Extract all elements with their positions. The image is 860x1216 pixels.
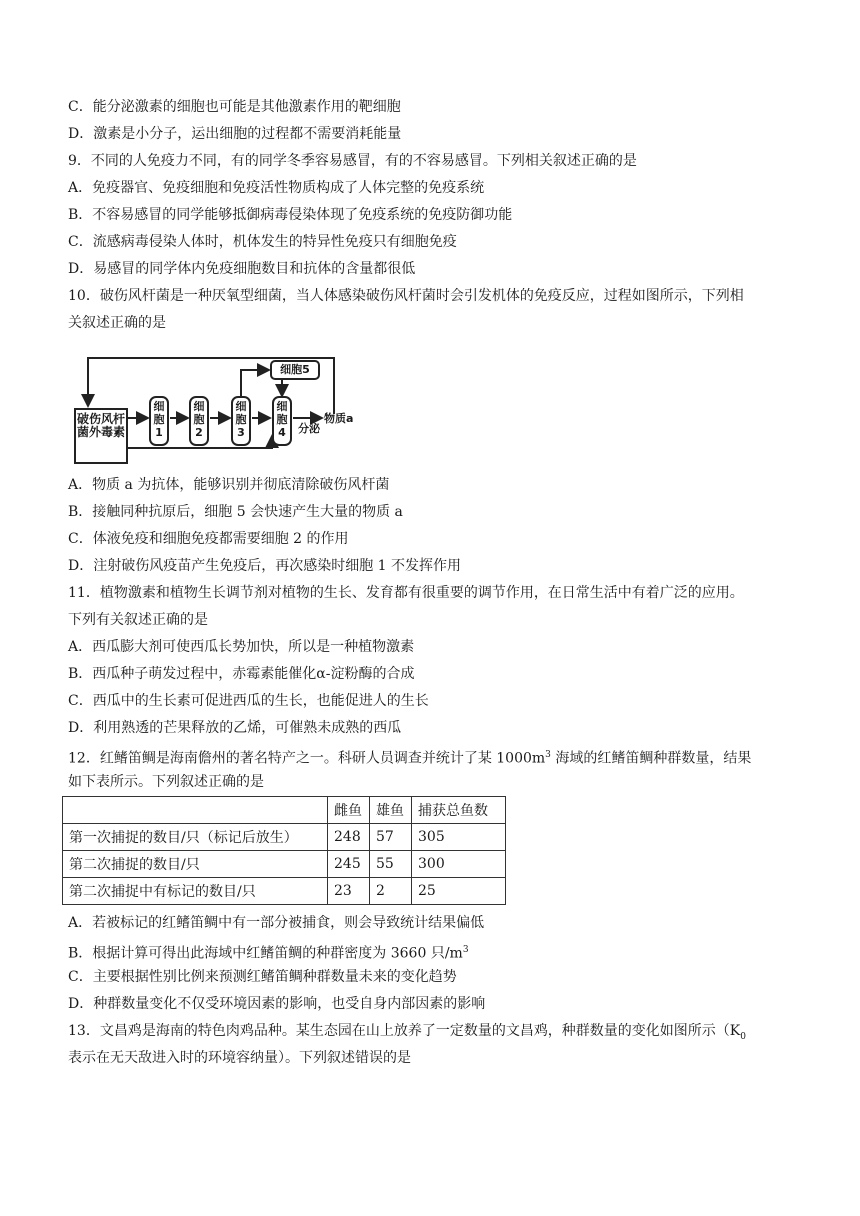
table-cell: 300 — [412, 851, 506, 878]
q10-option-b: B．接触同种抗原后，细胞 5 会快速产生大量的物质 a — [68, 504, 403, 520]
q12-option-a: A．若被标记的红鳍笛鲷中有一部分被捕食，则会导致统计结果偏低 — [68, 915, 485, 931]
immune-response-diagram — [72, 352, 372, 470]
q13-stem-subscript: 0 — [740, 1031, 747, 1042]
q11-option-d: D．利用熟透的芒果释放的乙烯，可催熟未成熟的西瓜 — [68, 720, 402, 736]
cell-5-label: 细胞5 — [280, 363, 310, 376]
table-cell: 第一次捕捉的数目/只（标记后放生） — [63, 824, 328, 851]
q12-stem-text: 12．红鳍笛鲷是海南儋州的著名特产之一。科研人员调查并统计了某 1000m — [68, 750, 546, 767]
q13-stem-line1 — [68, 1021, 746, 1047]
table-cell: 57 — [370, 824, 412, 851]
q10-option-d: D．注射破伤风疫苗产生免疫后，再次感染时细胞 1 不发挥作用 — [68, 558, 462, 574]
q9-option-d: D．易感冒的同学体内免疫细胞数目和抗体的含量都很低 — [68, 261, 416, 277]
table-cell: 23 — [328, 878, 370, 905]
table-cell: 245 — [328, 851, 370, 878]
table-row — [63, 851, 506, 878]
toxin-label: 破伤风杆菌外毒素 — [76, 412, 125, 439]
cell-5-box — [270, 360, 320, 380]
q9-stem: 9．不同的人免疫力不同，有的同学冬季容易感冒，有的不容易感冒。下列相关叙述正确的是 — [68, 153, 637, 169]
table-row — [63, 824, 506, 851]
q11-option-c: C．西瓜中的生长素可促进西瓜的生长，也能促进人的生长 — [68, 693, 429, 709]
q12-stem-line2: 如下表所示。下列叙述正确的是 — [68, 774, 264, 790]
q12-option-b-text: B．根据计算可得出此海域中红鳍笛鲷的种群密度为 3660 只/m — [68, 945, 463, 962]
q8-option-c: C．能分泌激素的细胞也可能是其他激素作用的靶细胞 — [68, 99, 401, 115]
q12-stem-line1 — [68, 745, 751, 769]
cell-1-label: 细胞1 — [153, 400, 165, 439]
q12-option-b-exponent: 3 — [462, 945, 469, 955]
table-cell: 2 — [370, 878, 412, 905]
cell-4-label: 细胞4 — [276, 400, 288, 439]
cell-3-box — [231, 396, 251, 446]
table-row — [63, 878, 506, 905]
cell-2-box — [189, 396, 209, 446]
q13-stem-text: 13．文昌鸡是海南的特色肉鸡品种。某生态园在山上放养了一定数量的文昌鸡，种群数量的变化如图所示（K — [68, 1023, 741, 1039]
cell-3-label: 细胞3 — [235, 400, 247, 439]
q10-option-a: A．物质 a 为抗体，能够识别并彻底清除破伤风杆菌 — [68, 477, 390, 493]
q12-option-c: C．主要根据性别比例来预测红鳍笛鲷种群数量未来的变化趋势 — [68, 969, 457, 985]
table-cell: 第二次捕捉的数目/只 — [63, 851, 328, 878]
cell-2-label: 细胞2 — [193, 400, 205, 439]
table-header-cell: 雌鱼 — [328, 797, 370, 824]
q10-stem-line1: 10．破伤风杆菌是一种厌氧型细菌，当人体感染破伤风杆菌时会引发机体的免疫反应，过程如图所示，下列相 — [68, 288, 744, 304]
secrete-label: 分泌 — [298, 422, 320, 435]
q11-option-b: B．西瓜种子萌发过程中，赤霉素能催化α-淀粉酶的合成 — [68, 666, 415, 682]
q11-option-a: A．西瓜膨大剂可使西瓜长势加快，所以是一种植物激素 — [68, 639, 415, 655]
q10-option-c: C．体液免疫和细胞免疫都需要细胞 2 的作用 — [68, 531, 349, 547]
table-cell: 55 — [370, 851, 412, 878]
table-cell: 第二次捕捉中有标记的数目/只 — [63, 878, 328, 905]
table-header-cell: 捕获总鱼数 — [412, 797, 506, 824]
q8-option-d: D．激素是小分子，运出细胞的过程都不需要消耗能量 — [68, 126, 402, 142]
q12-stem-exponent: 3 — [545, 750, 551, 760]
q12-option-d: D．种群数量变化不仅受环境因素的影响，也受自身内部因素的影响 — [68, 996, 486, 1012]
q9-option-a: A．免疫器官、免疫细胞和免疫活性物质构成了人体完整的免疫系统 — [68, 180, 485, 196]
q9-option-b: B．不容易感冒的同学能够抵御病毒侵染体现了免疫系统的免疫防御功能 — [68, 207, 513, 223]
q12-stem-text-end: 海域的红鳍笛鲷种群数量，结果 — [550, 750, 752, 767]
table-cell: 25 — [412, 878, 506, 905]
q12-mark-recapture-table — [62, 796, 506, 905]
cell-1-box — [149, 396, 169, 446]
table-cell: 305 — [412, 824, 506, 851]
cell-4-box — [272, 396, 292, 446]
q10-stem-line2: 关叙述正确的是 — [68, 315, 166, 331]
table-cell: 248 — [328, 824, 370, 851]
q13-stem-line2: 表示在无天敌进入时的环境容纳量）。下列叙述错误的是 — [68, 1050, 411, 1066]
q12-option-b — [68, 940, 469, 964]
q11-stem-line1: 11．植物激素和植物生长调节剂对植物的生长、发育都有很重要的调节作用，在日常生活中有着广泛的应用。 — [68, 585, 744, 601]
q9-option-c: C．流感病毒侵染人体时，机体发生的特异性免疫只有细胞免疫 — [68, 234, 457, 250]
table-header-cell: 雄鱼 — [370, 797, 412, 824]
toxin-box — [74, 408, 128, 464]
q11-stem-line2: 下列有关叙述正确的是 — [68, 612, 208, 628]
table-header-row — [63, 797, 506, 824]
substance-a-label: 物质a — [324, 412, 354, 425]
table-header-cell — [63, 797, 328, 824]
